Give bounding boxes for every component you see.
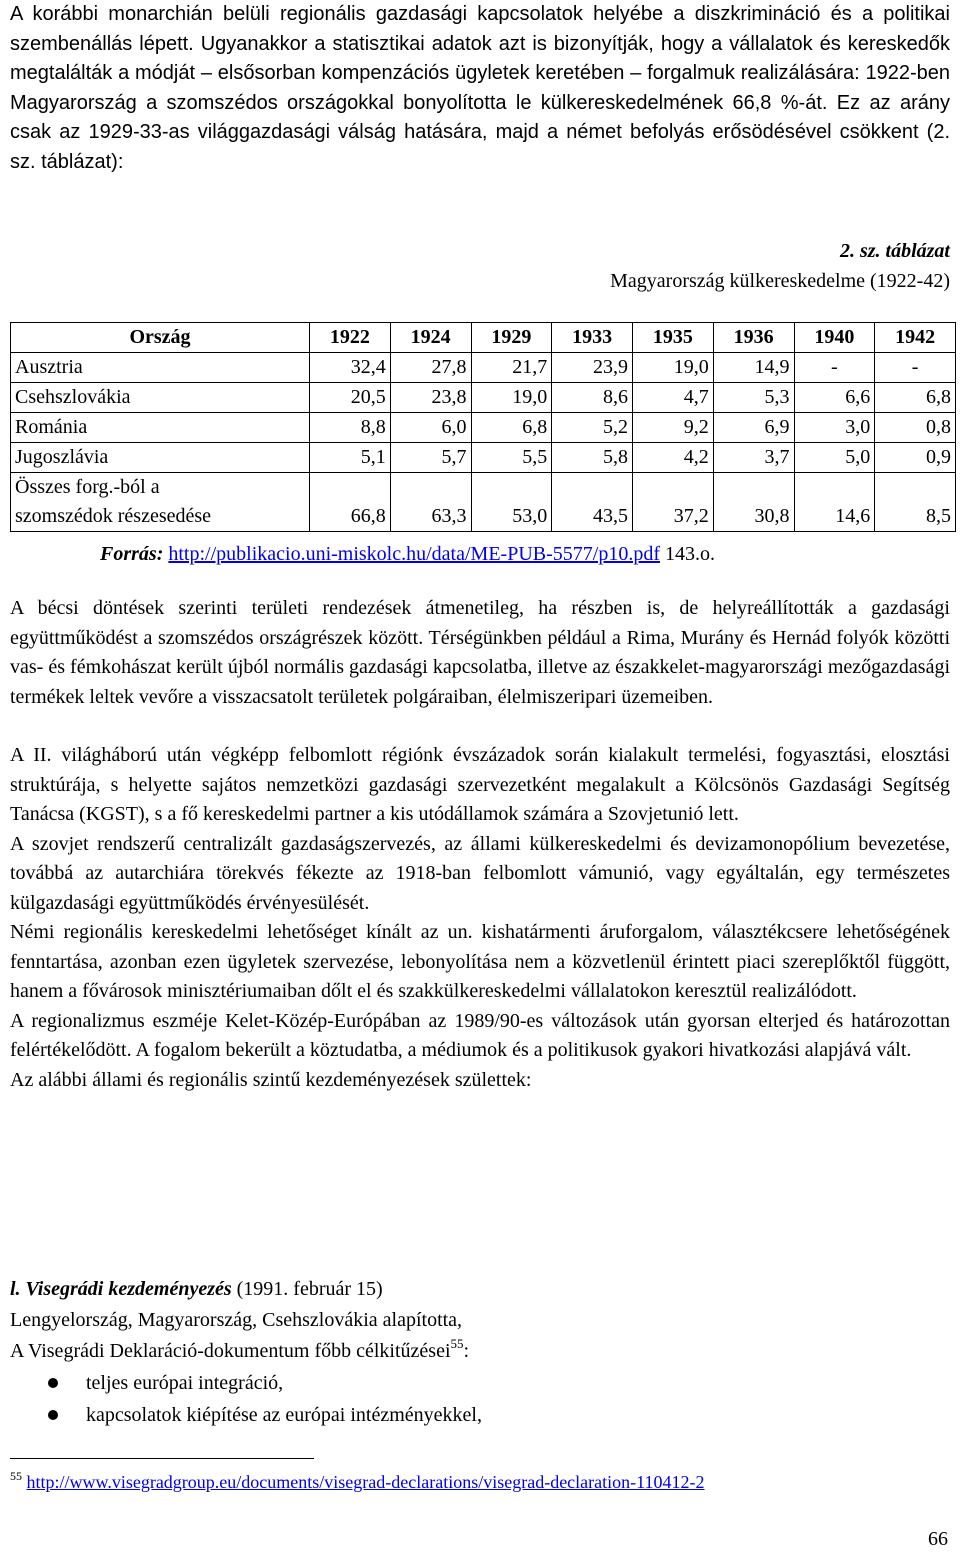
list-item [10, 1399, 950, 1431]
value-cell: 4,7 [633, 383, 714, 413]
table-row [11, 443, 956, 473]
footnote-divider [10, 1458, 314, 1459]
paragraph: Némi regionális kereskedelmi lehetőséget kínált az un. kishatármenti áruforgalom, választékcsere lehetőségének fenntartása, azonban ezen ügyletek szervezése, lebonyolítása nem a közvetlenül érintett piaci szereplőktől függött, hanem a fővárosok minisztériumaiban dőlt el és szakkülkereskedelmi vállalatokon keresztül realizálódott. [10, 921, 950, 1002]
total-value-cell: 14,6 [794, 473, 875, 532]
total-value-cell: 37,2 [633, 473, 714, 532]
value-cell: 19,0 [471, 383, 552, 413]
total-value-cell: 53,0 [471, 473, 552, 532]
visegrad-date: (1991. február 15) [231, 1278, 383, 1300]
total-value-cell: 8,5 [875, 473, 956, 532]
list-item-text: kapcsolatok kiépítése az európai intézményekkel, [86, 1404, 482, 1426]
total-label-line1: Összes forg.-ból a [15, 476, 160, 498]
goals-list [10, 1367, 950, 1431]
paragraph: A szovjet rendszerű centralizált gazdaságszervezés, az állami külkereskedelmi és devizamonopólium bevezetése, továbbá az autarchiára törekvés fékezte az 1918-ban felbomlott vámunió, vagy egyáltalán, egy természetes külgazdasági együttműködés érvényesülését. [10, 832, 950, 914]
value-cell: 5,5 [471, 443, 552, 473]
value-cell: 6,0 [390, 413, 471, 443]
total-label-line2: szomszédok részesedése [15, 505, 212, 527]
bullet-icon [48, 1410, 58, 1420]
total-label-cell [11, 473, 310, 532]
value-cell: 3,0 [794, 413, 875, 443]
visegrad-goals-line [10, 1336, 950, 1367]
table-caption [610, 236, 950, 296]
visegrad-heading: l. Visegrádi kezdeményezés [10, 1278, 232, 1300]
value-cell: - [875, 353, 956, 383]
table-total-row [11, 473, 956, 532]
total-value-cell: 43,5 [552, 473, 633, 532]
visegrad-goals-text: A Visegrádi Deklaráció-dokumentum főbb célkitűzései [10, 1340, 451, 1362]
total-value-cell: 66,8 [310, 473, 391, 532]
table-title: Magyarország külkereskedelme (1922-42) [610, 270, 950, 292]
list-item-text: teljes európai integráció, [86, 1372, 284, 1394]
total-value-cell: 30,8 [713, 473, 794, 532]
header-year: 1929 [471, 323, 552, 353]
value-cell: 4,2 [633, 443, 714, 473]
value-cell: 6,6 [794, 383, 875, 413]
value-cell: 6,9 [713, 413, 794, 443]
table-source [100, 540, 715, 568]
header-year: 1936 [713, 323, 794, 353]
header-year: 1940 [794, 323, 875, 353]
paragraph: Az alábbi állami és regionális szintű kezdeményezések születtek: [10, 1068, 532, 1091]
table-row [11, 353, 956, 383]
footnote-link[interactable]: http://www.visegradgroup.eu/documents/visegrad-declarations/visegrad-declaration-110412-2 [26, 1472, 705, 1492]
source-suffix: 143.o. [659, 543, 715, 565]
footnote [10, 1470, 704, 1494]
value-cell: 14,9 [713, 353, 794, 383]
value-cell: 5,8 [552, 443, 633, 473]
intro-paragraph: A korábbi monarchián belüli regionális gazdasági kapcsolatok helyébe a diszkrimináció és a politikai szembenállás lépett. Ugyanakkor a statisztikai adatok azt is bizonyítják, hogy a vállalatok és kereskedők megtalálták a módját – elsősorban kompenzációs ügyletek keretében – forgalmuk realizálására: 1922-ben Magyarország a szomszédos országokkal bonyolította le külkereskedelmének 66,8 %-át. Ez az arány csak az 1929-33-as világgazdasági válság hatására, majd a német befolyás erősödésével csökkent (2. sz. táblázat): [10, 3, 950, 173]
header-year: 1935 [633, 323, 714, 353]
bullet-icon [48, 1378, 58, 1388]
value-cell: 23,8 [390, 383, 471, 413]
value-cell: 20,5 [310, 383, 391, 413]
visegrad-heading-line [10, 1274, 950, 1305]
page-number: 66 [928, 1528, 948, 1550]
footnote-ref[interactable]: 55 [450, 1336, 464, 1351]
country-cell: Ausztria [11, 353, 310, 383]
table-row [11, 383, 956, 413]
value-cell: 32,4 [310, 353, 391, 383]
footnote-number: 55 [10, 1469, 22, 1483]
table-number: 2. sz. táblázat [839, 240, 950, 262]
value-cell: 23,9 [552, 353, 633, 383]
value-cell: 5,0 [794, 443, 875, 473]
colon: : [463, 1340, 470, 1362]
paragraph: A regionalizmus eszméje Kelet-Közép-Európában az 1989/90-es változások után gyorsan elterjed és határozottan felértékelődött. A fogalom bekerült a köztudatba, a médiumok és a politikusok gyakori hivatkozási alapjává vált. [10, 1009, 950, 1061]
header-year: 1933 [552, 323, 633, 353]
visegrad-founders: Lengyelország, Magyarország, Csehszlovákia alapította, [10, 1309, 463, 1331]
value-cell: - [794, 353, 875, 383]
value-cell: 21,7 [471, 353, 552, 383]
value-cell: 8,6 [552, 383, 633, 413]
paragraph: A II. világháború után végképp felbomlott régiónk évszázadok során kialakult termelési, fogyasztási, elosztási struktúrája, s helyette sajátos nemzetközi gazdasági szervezetként megalakult a Kölcsönös Gazdasági Segítség Tanácsa (KGST), s a fő kereskedelmi partner a kis utódállamok számára a Szovjetunió lett. [10, 744, 950, 825]
country-cell: Csehszlovákia [11, 383, 310, 413]
value-cell: 27,8 [390, 353, 471, 383]
value-cell: 0,8 [875, 413, 956, 443]
value-cell: 5,3 [713, 383, 794, 413]
visegrad-section [10, 1274, 950, 1431]
value-cell: 8,8 [310, 413, 391, 443]
value-cell: 19,0 [633, 353, 714, 383]
table-header-row [11, 323, 956, 353]
list-item [10, 1367, 950, 1399]
country-cell: Jugoszlávia [11, 443, 310, 473]
header-country: Ország [11, 323, 310, 353]
value-cell: 5,1 [310, 443, 391, 473]
value-cell: 6,8 [471, 413, 552, 443]
header-year: 1942 [875, 323, 956, 353]
paragraph: A bécsi döntések szerinti területi rendezések átmenetileg, ha részben is, de helyreállították a gazdasági együttműködést a szomszédos országrészek között. Térségünkben például a Rima, Murány és Hernád folyók közötti vas- és fémkohászat került újból normális gazdasági kapcsolatba, illetve az északkelet-magyarországi mezőgazdasági termékek leltek vevőre a visszacsatolt területek polgáraiban, élelmiszeripari üzemeiben. [10, 597, 950, 708]
value-cell: 3,7 [713, 443, 794, 473]
value-cell: 5,7 [390, 443, 471, 473]
value-cell: 0,9 [875, 443, 956, 473]
value-cell: 5,2 [552, 413, 633, 443]
header-year: 1922 [310, 323, 391, 353]
value-cell: 6,8 [875, 383, 956, 413]
trade-table [10, 322, 956, 532]
header-year: 1924 [390, 323, 471, 353]
table-row [11, 413, 956, 443]
source-label: Forrás: [100, 543, 164, 565]
country-cell: Románia [11, 413, 310, 443]
total-value-cell: 63,3 [390, 473, 471, 532]
body-text [10, 594, 950, 1095]
value-cell: 9,2 [633, 413, 714, 443]
source-link[interactable]: http://publikacio.uni-miskolc.hu/data/ME-PUB-5577/p10.pdf [168, 543, 660, 565]
